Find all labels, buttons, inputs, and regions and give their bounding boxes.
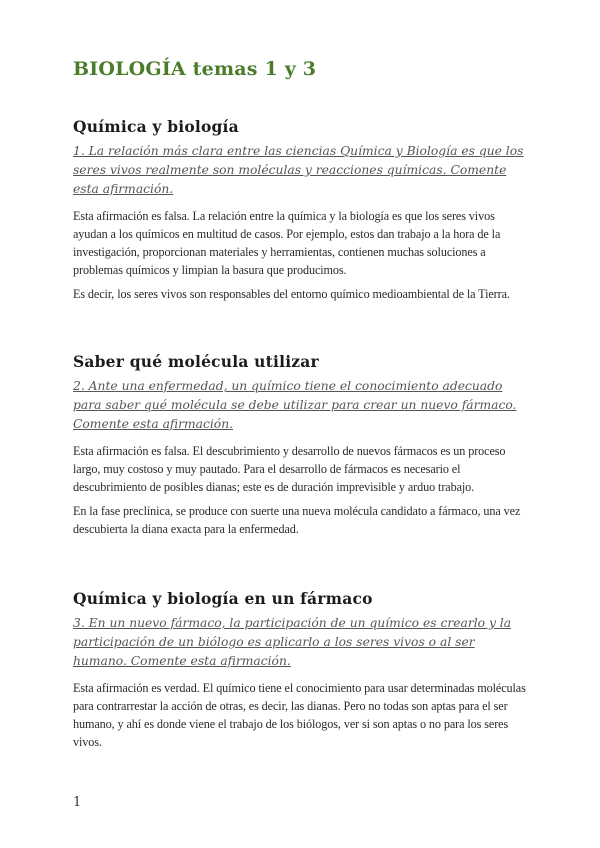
question-2: 2. Ante una enfermedad, un químico tiene el conocimiento adecuado para saber qué molécula se debe utilizar para crear un nuevo fármaco. Comente esta afirmación. (73, 379, 517, 431)
answer-paragraph: Esta afirmación es falsa. El descubrimiento y desarrollo de nuevos fármacos es un proceso largo, muy costoso y muy pautado. Para el desarrollo de fármacos es necesario el descubrimiento de posibles dianas; este es de duración imprevisible y arduo trabajo. (73, 444, 506, 494)
section-quimica-biologia-farmaco (73, 589, 528, 757)
answer-paragraph: En la fase preclínica, se produce con suerte una nueva molécula candidato a fármaco, una vez descubierta la diana exacta para la enfermedad. (73, 504, 521, 536)
section-heading: Saber qué molécula utilizar (73, 352, 319, 371)
question-1: 1. La relación más clara entre las ciencias Química y Biología es que los seres vivos realmente son moléculas y reacciones químicas. Comente esta afirmación. (73, 144, 524, 196)
page-number: 1 (73, 795, 82, 810)
answer-paragraph: Esta afirmación es falsa. La relación entre la química y la biología es que los seres vivos ayudan a los químicos en multitud de casos. Por ejemplo, estos dan trabajo a la hora de la investigación, proporcionan materiales y herramientas, contienen muchas soluciones a problemas químicos y limpian la basura que producimos. (73, 209, 501, 277)
answer-paragraph: Esta afirmación es verdad. El químico tiene el conocimiento para usar determinadas moléculas para contrarrestar la acción de otras, es decir, las dianas. Pero no todas son aptas para el ser humano, y ahí es donde viene el trabajo de los biólogos, ver si son aptas o no para los seres vivos. (73, 681, 526, 749)
answer-paragraph: Es decir, los seres vivos son responsables del entorno químico medioambiental de la Tierra. (73, 287, 510, 301)
section-quimica-y-biologia (73, 117, 528, 309)
document-title: BIOLOGÍA temas 1 y 3 (73, 58, 317, 80)
section-heading: Química y biología en un fármaco (73, 589, 373, 608)
section-heading: Química y biología (73, 117, 239, 136)
section-saber-que-molecula (73, 352, 528, 544)
question-3: 3. En un nuevo fármaco, la participación de un químico es crearlo y la participación de un biólogo es aplicarlo a los seres vivos o al ser humano. Comente esta afirmación. (73, 616, 512, 668)
